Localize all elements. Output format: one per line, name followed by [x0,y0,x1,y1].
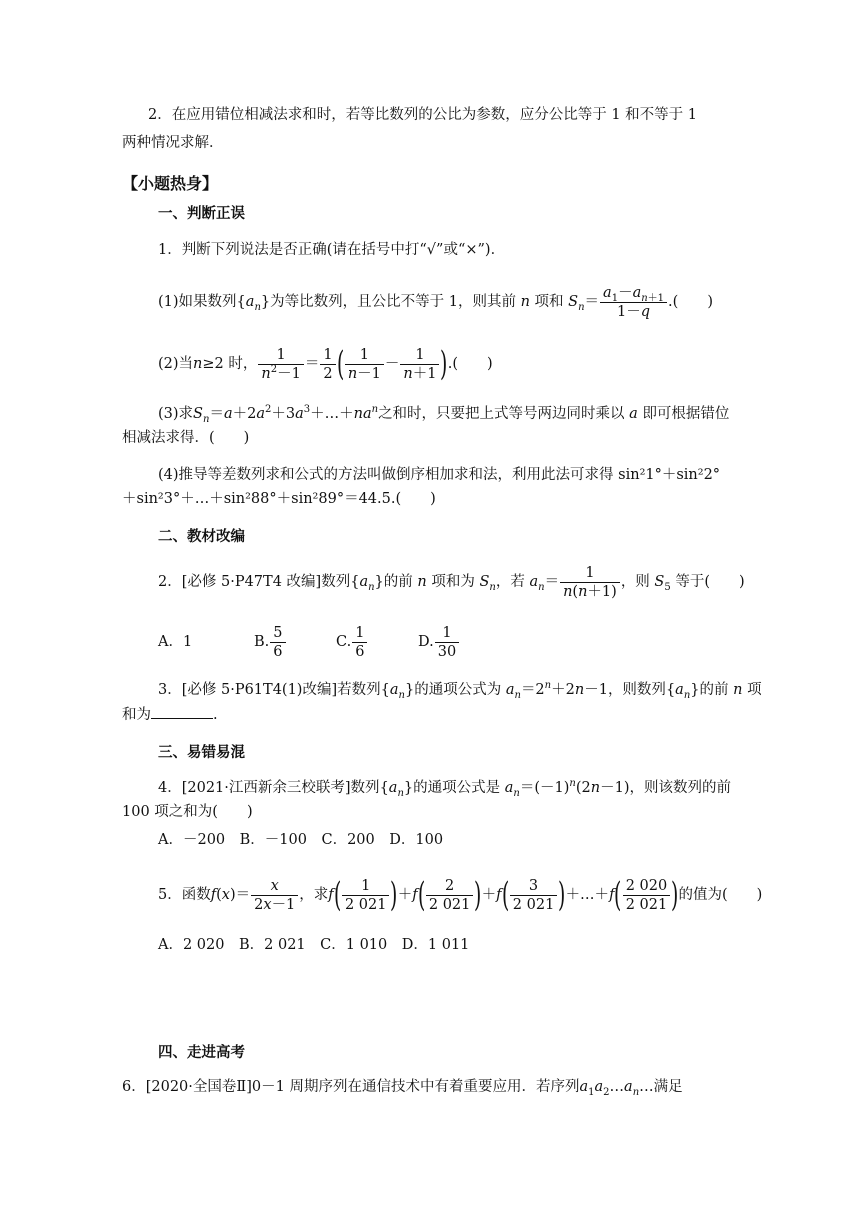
q1-3-line-2: 相减法求得．( ) [122,430,250,446]
q1-4-line-2: ＋sin²3°＋…＋sin²88°＋sin²89°＝44.5.( ) [122,491,436,507]
option-d: D. $\frac{1}{30}$ [418,634,460,650]
part1-title: 一、判断正误 [158,205,245,222]
q1-2: (2)当n≥2 时， $\frac{1}{n^2-1}$ ＝ $\frac{1}{2}$ ( $\frac{1}{n-1}$ － $\frac{1}{n+1}$ ).( ) [158,344,493,384]
q6-line-1: 6．[2020·全国卷Ⅱ]0－1 周期序列在通信技术中有着重要应用．若序列$a_1a_2\dots a_n\dots$满足 [122,1079,683,1098]
option-b: B. $\frac{5}{6}$ [254,622,336,662]
part3-title: 三、易错易混 [158,744,245,761]
q3-line-1: 3．[必修 5·P61T4(1)改编]若数列$\{a_n\}$的通项公式为 $a_n=2^n+2n-1$，则数列$\{a_n\}$的前 n 项 [158,680,762,701]
fraction-sum-formula: $\frac{a_1-a_{n+1}}{1-q}$ [600,284,667,321]
note-line-1: 2．在应用错位相减法求和时，若等比数列的公比为参数，应分公比等于 1 和不等于 1 [148,107,698,123]
q5-options: A．2 020 B．2 021 C．1 010 D．1 011 [158,937,470,953]
q1-3-line-1: (3)求$S_n=a+2a^2+3a^3+\dots+na^n$之和时，只要把上式等号两边同时乘以 a 即可根据错位 [158,404,730,425]
q1-1: (1)如果数列$\{a_n\}$为等比数列，且公比不等于 1，则其前 n 项和 $S_n=$ $\frac{a_1-a_{n+1}}{1-q}$ .( ) [158,284,713,320]
option-a: A．1 [158,634,193,650]
q3-line-2: 和为 . [122,704,218,725]
note-line-2: 两种情况求解． [122,135,224,151]
q2: 2．[必修 5·P47T4 改编]数列$\{a_n\}$的前 n 项和为 $S_n$，若 $a_n=$ $\frac{1}{n(n+1)}$ ，则 $S_5$ 等于( ) [158,564,745,600]
option-c: C. $\frac{1}{6}$ [336,622,418,662]
q4-options: A．－200 B．－100 C．200 D．100 [158,832,444,848]
q4-line-1: 4．[2021·江西新余三校联考]数列$\{a_n\}$的通项公式是 $a_n=(-1)^n(2n-1)$，则该数列的前 [158,778,731,799]
part4-title: 四、走进高考 [158,1044,245,1061]
q2-options [158,622,460,662]
q1-intro: 1．判断下列说法是否正确(请在括号中打“√”或“×”)． [158,242,506,258]
q5: 5．函数f(x)＝ $\frac{x}{2x-1}$ ，求f( $\frac{1}{2 021}$ )＋f( $\frac{2}{2 021}$ )＋f( $\frac{3}{2 021}$ )＋…＋f( $\frac{2 020}{2 021}$ )的值为( ) [158,875,763,915]
section-title: 【小题热身】 [122,174,219,193]
answer-blank [151,704,213,719]
q1-4-line-1: (4)推导等差数列求和公式的方法叫做倒序相加求和法，利用此法可求得 sin²1°＋sin²2° [158,467,721,483]
part2-title: 二、教材改编 [158,528,245,545]
q4-line-2: 100 项之和为( ) [122,804,253,820]
